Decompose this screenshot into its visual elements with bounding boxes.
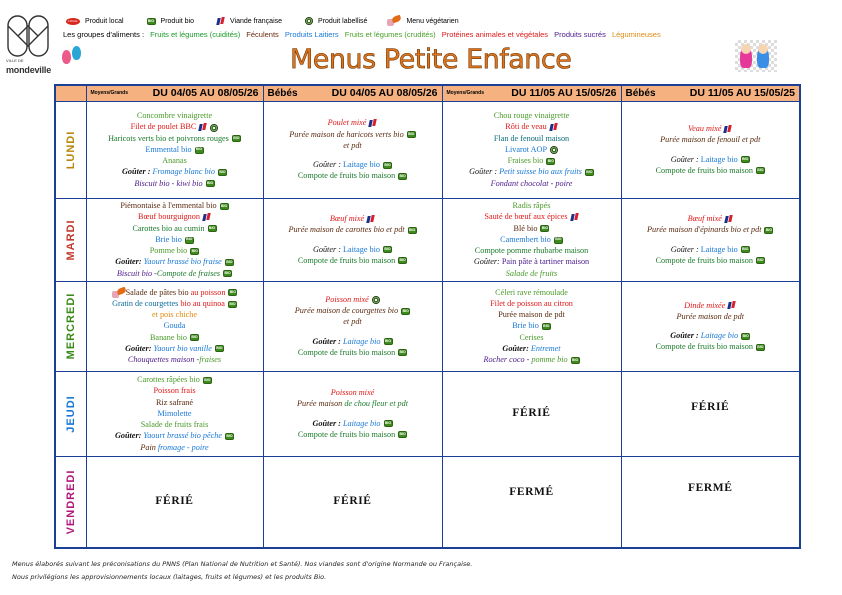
legend-label: Produit labellisé xyxy=(318,17,368,25)
menu-vegetarien-icon xyxy=(112,288,126,298)
menu-item: Poulet mixé xyxy=(266,117,440,128)
menu-item: Radis râpés xyxy=(512,201,551,211)
babies-illustration-icon xyxy=(735,40,777,72)
menu-item: Brie bio BIO xyxy=(155,234,193,244)
produit-bio-icon: BIO xyxy=(764,227,773,234)
produit-bio-icon: BIO xyxy=(398,173,407,180)
produit-bio-icon: BIO xyxy=(215,345,224,352)
menu-item: Dinde mixée xyxy=(624,300,798,311)
menu-item: Purée maison de pdt xyxy=(498,310,565,320)
day-cell xyxy=(55,371,86,456)
menu-cell-jeudi-w2 xyxy=(442,371,621,456)
menu-vegetarien-icon xyxy=(387,16,401,26)
menu-cell-mardi-w1 xyxy=(86,198,263,281)
closed-status: FÉRIÉ xyxy=(512,406,551,419)
menu-item: Riz safrané xyxy=(155,397,194,407)
produit-bio-icon: BIO xyxy=(384,420,393,427)
menu-table xyxy=(54,84,801,549)
gouter-line: Goûter : Laitage bio BIO xyxy=(312,418,392,428)
menu-item: Livarot AOP xyxy=(445,144,619,155)
produit-bio-icon: BIO xyxy=(756,344,765,351)
menu-item: Compote de fruits bio maison BIO xyxy=(655,165,764,175)
menu-item: Flan de fenouil maison xyxy=(493,133,570,143)
footer-note-2: Nous privilégions les approvisionnements locaux (laitages, fruits et légumes) et les produits Bio. xyxy=(12,573,327,581)
legend-item-vegetarien xyxy=(387,16,458,26)
header-dates: DU 04/05 AU 08/05/26 xyxy=(152,87,259,100)
menu-item: Biscuit bio -Compote de fraises BIO xyxy=(116,268,231,278)
produit-bio-icon: BIO xyxy=(756,257,765,264)
menu-cell-mercredi-w1 xyxy=(86,281,263,371)
menu-item: Purée maison de courgettes bio BIO xyxy=(294,306,409,316)
produit-labellise-icon xyxy=(550,146,558,154)
menu-item: Ananas xyxy=(162,156,187,166)
menu-item: et pois chiche xyxy=(151,310,197,320)
produit-bio-icon: BIO xyxy=(218,169,227,176)
gouter-line: Goûter : Laitage bio BIO xyxy=(312,160,391,170)
menu-cell-vendredi-w1-bebes xyxy=(263,456,442,548)
produit-bio-icon: BIO xyxy=(741,246,750,253)
produit-bio-icon: BIO xyxy=(225,433,234,440)
produit-bio-icon: BIO xyxy=(571,357,580,364)
menu-item: Pain fromage - poire xyxy=(140,442,209,452)
menu-item: Haricots verts bio et poivrons rouges BIO xyxy=(108,133,240,143)
menu-item: Brie bio BIO xyxy=(512,321,550,331)
menu-cell-mercredi-w2-bebes xyxy=(621,281,800,371)
food-group: Fruits et légumes (cuidités) xyxy=(150,30,241,39)
produit-bio-icon: BIO xyxy=(398,349,407,356)
header-corner xyxy=(55,85,86,101)
food-group: Protéines animales et végétales xyxy=(441,30,549,39)
produit-bio-icon: BIO xyxy=(546,158,555,165)
produit-local-icon: LOCAL xyxy=(66,18,80,25)
menu-item: Salade de fruits frais xyxy=(140,420,209,430)
legend-label: Produit local xyxy=(85,17,124,25)
day-label: MARDI xyxy=(64,218,77,261)
viande-francaise-icon xyxy=(367,215,375,224)
menu-item: Mimolette xyxy=(157,408,192,418)
menu-item: Veau mixé xyxy=(624,123,798,134)
menu-cell-lundi-w1 xyxy=(86,101,263,198)
legend-label: Produit bio xyxy=(160,17,194,25)
menu-item: Compote pomme rhubarbe maison xyxy=(474,246,589,256)
closed-status: FÉRIÉ xyxy=(155,495,194,508)
produit-bio-icon: BIO xyxy=(384,338,393,345)
produit-bio-icon: BIO xyxy=(206,180,215,187)
produit-labellise-icon xyxy=(305,17,313,25)
menu-item: Sauté de bœuf aux épices xyxy=(445,211,619,222)
produit-bio-icon: BIO xyxy=(407,131,416,138)
menu-item: Bœuf bourguignon xyxy=(89,211,261,222)
day-row-lundi xyxy=(55,101,800,198)
logo-name-text: mondeville xyxy=(6,65,52,75)
header-dates: DU 11/05 AU 15/05/25 xyxy=(689,87,795,100)
day-cell xyxy=(55,281,86,371)
header-week1-grands xyxy=(86,85,263,101)
logo-mark-icon xyxy=(6,14,50,58)
gouter-line: Goûter: Yaourt brassé bio fraise BIO xyxy=(115,257,233,267)
menu-cell-lundi-w1-bebes xyxy=(263,101,442,198)
menu-item: et pdt xyxy=(343,317,362,327)
menu-item: Emmental bio BIO xyxy=(145,144,203,154)
menu-cell-vendredi-w1 xyxy=(86,456,263,548)
produit-bio-icon: BIO xyxy=(203,377,212,384)
day-label: VENDREDI xyxy=(64,469,77,535)
menu-item: Fondant chocolat - poire xyxy=(490,178,573,188)
closed-status: FERMÉ xyxy=(509,485,554,498)
menu-cell-jeudi-w1 xyxy=(86,371,263,456)
produit-bio-icon: BIO xyxy=(147,19,155,23)
gouter-line: Goûter : Laitage bio BIO xyxy=(670,331,749,340)
menu-item: Biscuit bio - kiwi bio BIO xyxy=(134,178,214,188)
produit-labellise-icon xyxy=(372,296,380,304)
food-group: Produits Laitiers xyxy=(284,30,339,39)
header-row xyxy=(55,85,800,101)
produit-bio-icon: BIO xyxy=(398,257,407,264)
legend xyxy=(66,16,479,26)
menu-item: Carottes bio au cumin BIO xyxy=(132,223,216,233)
produit-bio-icon: BIO xyxy=(383,246,392,253)
menu-cell-lundi-w2 xyxy=(442,101,621,198)
menu-cell-jeudi-w1-bebes xyxy=(263,371,442,456)
produit-bio-icon: BIO xyxy=(190,334,199,341)
header-dates: DU 04/05 AU 08/05/26 xyxy=(331,87,438,100)
header-week2-grands xyxy=(442,85,621,101)
footer-note-1: Menus élaborés suivant les préconisations du PNNS (Plan National de Nutrition et Santé). Nos viandes sont d'origine Normande ou Française. xyxy=(12,560,473,568)
menu-cell-mardi-w2 xyxy=(442,198,621,281)
day-cell xyxy=(55,101,86,198)
menu-item: Poisson mixé xyxy=(330,388,375,398)
produit-bio-icon: BIO xyxy=(408,227,417,234)
menu-item: Compote de fruits bio maison BIO xyxy=(297,255,406,265)
menu-item: Chouquettes maison -fraises xyxy=(127,355,222,364)
produit-bio-icon: BIO xyxy=(225,259,234,266)
menu-item: Fraises bio BIO xyxy=(507,156,554,166)
legend-label: Viande française xyxy=(230,17,283,25)
menu-item: Bœuf mixé xyxy=(266,213,440,224)
viande-francaise-icon xyxy=(199,123,207,132)
menu-item: Gouda xyxy=(163,321,186,331)
viande-francaise-icon xyxy=(369,119,377,128)
viande-francaise-icon xyxy=(550,123,558,132)
day-row-mardi xyxy=(55,198,800,281)
menu-item: Compote de fruits bio maison BIO xyxy=(655,255,764,265)
closed-status: FÉRIÉ xyxy=(691,400,730,413)
legend-item-local xyxy=(66,18,124,25)
produit-bio-icon: BIO xyxy=(585,169,594,176)
produit-bio-icon: BIO xyxy=(741,156,750,163)
produit-bio-icon: BIO xyxy=(220,203,229,210)
viande-francaise-icon xyxy=(724,125,732,134)
menu-item: Purée maison de carottes bio et pdt BIO xyxy=(288,225,416,235)
menu-item: Concombre vinaigrette xyxy=(136,111,213,121)
day-row-vendredi xyxy=(55,456,800,548)
baby-feet-icon xyxy=(62,44,84,66)
menu-item: Gratin de courgettes bio au quinoa BIO xyxy=(112,298,236,308)
logo-small-text: VILLE DE xyxy=(6,58,24,63)
gouter-line: Goûter : Laitage bio BIO xyxy=(670,154,749,164)
produit-bio-icon: BIO xyxy=(540,225,549,232)
gouter-line: Goûter : Petit suisse bio aux fruits BIO xyxy=(469,167,593,177)
gouter-line: Goûter : Laitage bio BIO xyxy=(312,244,391,254)
produit-bio-icon: BIO xyxy=(208,225,217,232)
produit-bio-icon: BIO xyxy=(190,248,199,255)
header-week1-bebes xyxy=(263,85,442,101)
menu-item: Purée maison de pdt xyxy=(676,311,745,321)
day-label: MERCREDI xyxy=(64,292,77,360)
menu-item: Pomme bio BIO xyxy=(149,246,198,256)
produit-bio-icon: BIO xyxy=(401,308,410,315)
produit-bio-icon: BIO xyxy=(542,323,551,330)
menu-item: Camembert bio BIO xyxy=(500,234,562,244)
produit-bio-icon: BIO xyxy=(756,167,765,174)
day-row-mercredi xyxy=(55,281,800,371)
menu-cell-mercredi-w1-bebes xyxy=(263,281,442,371)
food-group: Fruits et légumes (crudités) xyxy=(344,30,436,39)
closed-status: FERMÉ xyxy=(687,481,733,494)
produit-labellise-icon xyxy=(210,124,218,132)
menu-cell-mardi-w2-bebes xyxy=(621,198,800,281)
viande-francaise-icon xyxy=(728,301,736,310)
menu-item: Salade de fruits xyxy=(505,268,558,278)
produit-bio-icon: BIO xyxy=(223,270,232,277)
header-group: Moyens/Grands xyxy=(446,90,485,97)
gouter-line: Goûter: Pain pâte à tartiner maison xyxy=(473,257,590,267)
legend-item-bio xyxy=(144,18,194,25)
header-group: Bébés xyxy=(267,87,298,99)
viande-francaise-icon xyxy=(203,213,211,222)
mondeville-logo xyxy=(6,14,50,76)
header-group: Moyens/Grands xyxy=(90,90,129,97)
food-group: Féculents xyxy=(246,30,279,39)
food-groups xyxy=(63,30,665,39)
menu-item: Carottes râpées bio BIO xyxy=(137,375,211,385)
header-dates: DU 11/05 AU 15/05/26 xyxy=(511,87,617,100)
gouter-line: Goûter: Yaourt brassé bio pêche BIO xyxy=(114,431,233,441)
menu-item: Salade de pâtes bio au poisson BIO xyxy=(89,287,261,298)
menu-cell-lundi-w2-bebes xyxy=(621,101,800,198)
menu-item: Poisson frais xyxy=(153,386,196,396)
food-group: Légumineuses xyxy=(611,30,661,39)
menu-cell-vendredi-w2 xyxy=(442,456,621,548)
gouter-line: Goûter : Laitage bio BIO xyxy=(312,336,392,346)
menu-item: Poisson mixé xyxy=(266,294,440,305)
produit-bio-icon: BIO xyxy=(228,301,237,308)
menu-cell-mardi-w1-bebes xyxy=(263,198,442,281)
menu-item: Rocher coco - pomme bio BIO xyxy=(483,355,579,364)
menu-item: Blé bio BIO xyxy=(513,223,549,233)
header-group: Bébés xyxy=(625,87,656,99)
produit-bio-icon: BIO xyxy=(185,237,194,244)
produit-bio-icon: BIO xyxy=(554,237,563,244)
menu-cell-mercredi-w2 xyxy=(442,281,621,371)
day-cell xyxy=(55,198,86,281)
menu-item: Banane bio BIO xyxy=(149,332,198,342)
day-cell xyxy=(55,456,86,548)
menu-item: Bœuf mixé xyxy=(624,213,798,224)
menu-item: Compote de fruits bio maison BIO xyxy=(655,342,764,352)
produit-bio-icon: BIO xyxy=(232,135,241,142)
food-group: Produits sucrés xyxy=(554,30,606,39)
produit-bio-icon: BIO xyxy=(398,431,407,438)
menu-item: Piémontaise à l'emmental bio BIO xyxy=(120,201,228,211)
menu-item: Purée maison de haricots verts bio BIO xyxy=(289,129,415,139)
menu-item: et pdt xyxy=(343,140,362,150)
viande-francaise-icon xyxy=(217,17,225,26)
menu-item: Purée maison d'épinards bio et pdt BIO xyxy=(647,225,773,235)
menu-item: Filet de poulet BBC xyxy=(89,121,261,132)
menu-cell-jeudi-w2-bebes xyxy=(621,371,800,456)
menu-item: Compote de fruits bio maison BIO xyxy=(297,429,406,439)
closed-status: FÉRIÉ xyxy=(333,495,372,508)
produit-bio-icon: BIO xyxy=(195,147,204,154)
header-week2-bebes xyxy=(621,85,800,101)
viande-francaise-icon xyxy=(725,215,733,224)
produit-bio-icon: BIO xyxy=(741,333,750,340)
legend-label: Menu végétarien xyxy=(406,17,459,25)
menu-item: Rôti de veau xyxy=(445,121,619,132)
menu-item: Céleri rave rémoulade xyxy=(495,287,568,297)
menu-item: Filet de poisson au citron xyxy=(490,298,573,308)
gouter-line: Goûter : Fromage blanc bio BIO xyxy=(122,167,226,177)
day-label: LUNDI xyxy=(64,130,77,169)
gouter-line: Goûter : Laitage bio BIO xyxy=(670,244,749,254)
menu-item: Compote de fruits bio maison BIO xyxy=(297,347,406,357)
viande-francaise-icon xyxy=(571,213,579,222)
day-label: JEUDI xyxy=(64,394,77,433)
menu-item: Purée maison de chou fleur et pdt xyxy=(297,399,408,409)
menu-item: Compote de fruits bio maison BIO xyxy=(297,171,406,181)
legend-item-label xyxy=(302,17,367,25)
legend-item-viande xyxy=(214,17,282,26)
produit-bio-icon: BIO xyxy=(383,162,392,169)
day-row-jeudi xyxy=(55,371,800,456)
menu-cell-vendredi-w2-bebes xyxy=(621,456,800,548)
menu-item: Cerises xyxy=(519,332,544,342)
gouter-line: Goûter: Yaourt bio vanille BIO xyxy=(125,343,223,353)
page-title: Menus Petite Enfance xyxy=(290,44,572,75)
food-groups-intro: Les groupes d'aliments : xyxy=(63,30,145,39)
gouter-line: Goûter: Entremet xyxy=(502,343,561,353)
produit-bio-icon: BIO xyxy=(228,289,237,296)
menu-item: Chou rouge vinaigrette xyxy=(493,111,570,121)
menu-item: Purée maison de fenouil et pdt xyxy=(660,135,761,145)
